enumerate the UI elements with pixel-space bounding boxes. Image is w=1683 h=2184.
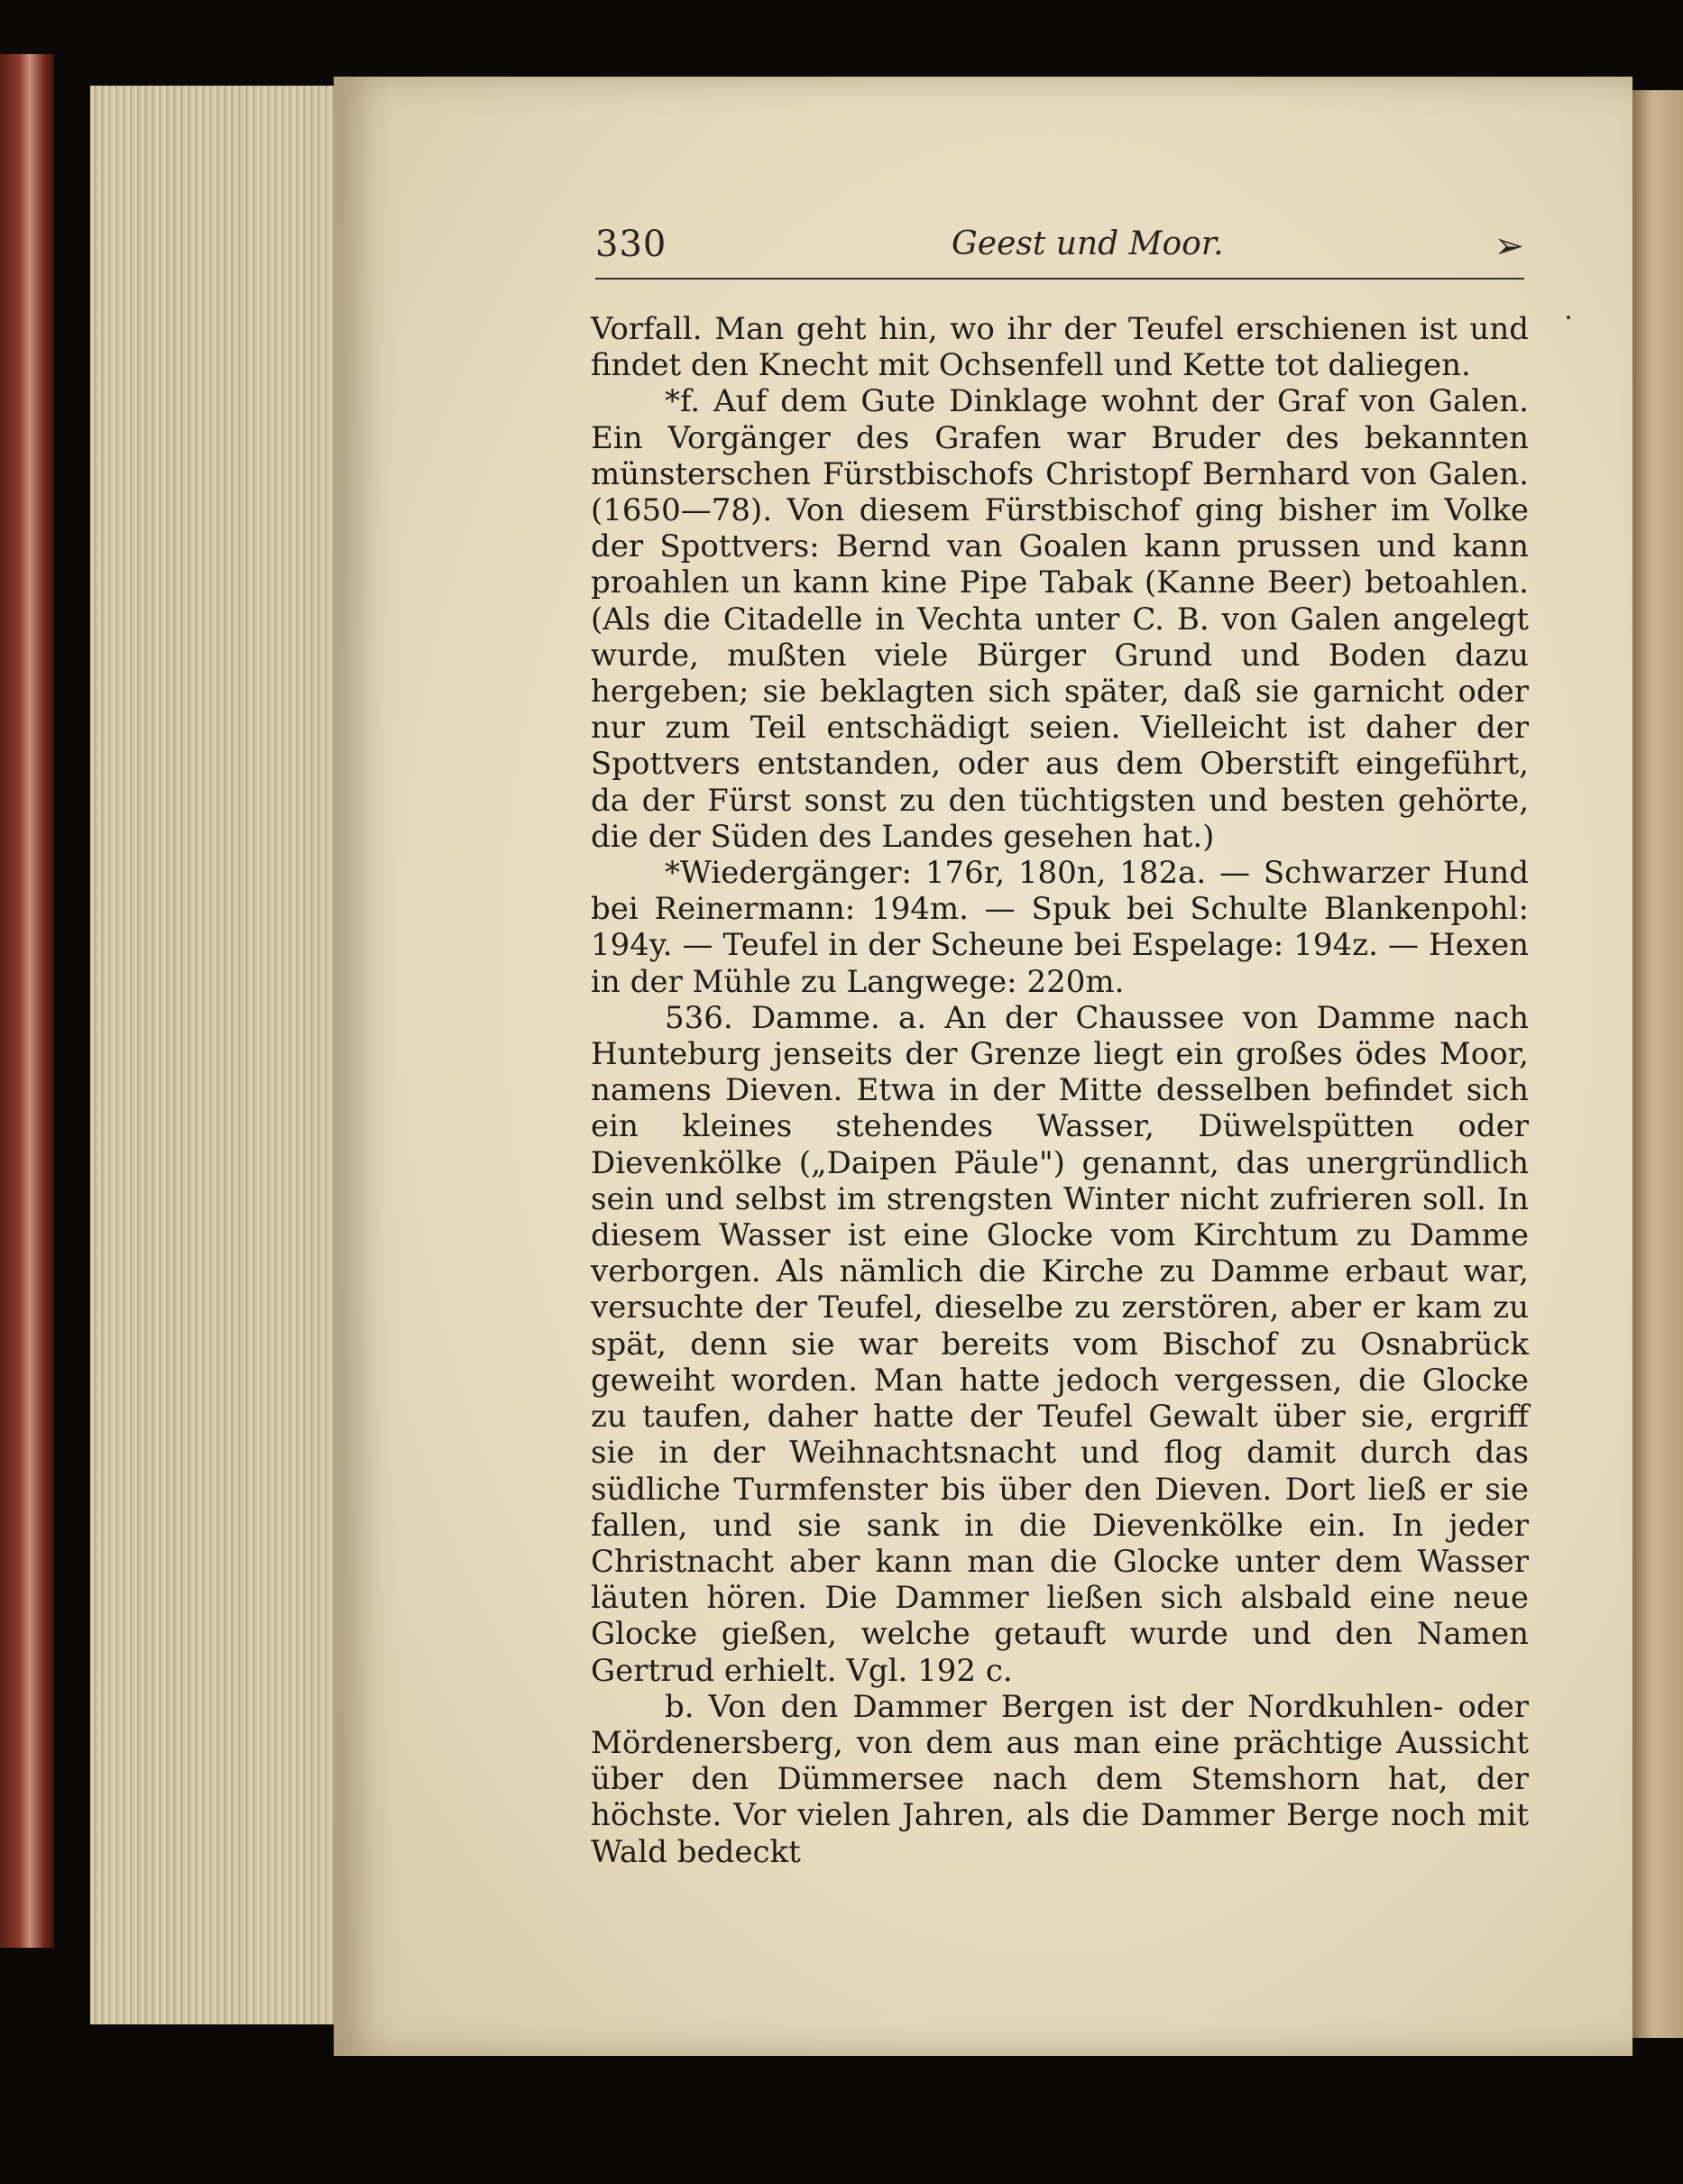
paragraph-damme-a: 536. Damme. a. An der Chaussee von Damme nach Hunteburg jenseits der Grenze liegt ein großes ödes Moor, namens Dieven. Etwa in der Mitte desselben befindet sich ein kleines stehendes Wasser, Düwelspütten oder Dievenkölke („Daipen Päule") genannt, das unergründlich sein und selbst im strengsten Winter nicht zufrieren soll. In diesem Wasser ist eine Glocke vom Kirchtum zu Damme verborgen. Als nämlich die Kirche zu Damme erbaut war, versuchte der Teufel, dieselbe zu zerstören, aber er kam zu spät, denn sie war bereits vom Bischof zu Osnabrück geweiht worden. Man hatte jedoch vergessen, die Glocke zu taufen, daher hatte der Teufel Gewalt über sie, ergriff sie in der Weihnachtsnacht und flog damit durch das südliche Turmfenster bis über den Dieven. Dort ließ er sie fallen, und sie sank in die Dievenkölke ein. In jeder Christnacht aber kann man die Glocke unter dem Wasser läuten hören. Die Dammer ließen sich alsbald eine neue Glocke gießen, welche getauft wurde und den Namen Gertrud erhielt. Vgl. 192 c.: [591, 999, 1529, 1689]
ornament-icon: ➢: [1494, 225, 1524, 267]
margin-dot: [1567, 316, 1570, 319]
body-text: [591, 311, 1529, 1870]
page-stack-edge: [90, 86, 343, 2024]
running-head: Geest und Moor.: [952, 225, 1224, 262]
paragraph-continuation: Vorfall. Man geht hin, wo ihr der Teufel erschienen ist und findet den Knecht mit Ochsenfell und Kette tot daliegen.: [591, 311, 1529, 384]
paragraph-references: *Wiedergänger: 176r, 180n, 182a. — Schwarzer Hund bei Reinermann: 194m. — Spuk bei Schulte Blankenpohl: 194y. — Teufel in der Scheune bei Espelage: 194z. — Hexen in der Mühle zu Langwege: 220m.: [591, 855, 1529, 1000]
paragraph-galen: *f. Auf dem Gute Dinklage wohnt der Graf von Galen. Ein Vorgänger des Grafen war Bruder des bekannten münsterschen Fürstbischofs Christopf Bernhard von Galen. (1650—78). Von diesem Fürstbischof ging bisher im Volke der Spottvers: Bernd van Goalen kann prussen und kann proahlen un kann kine Pipe Tabak (Kanne Beer) betoahlen. (Als die Citadelle in Vechta unter C. B. von Galen angelegt wurde, mußten viele Bürger Grund und Boden dazu hergeben; sie beklagten sich später, daß sie garnicht oder nur zum Teil entschädigt seien. Vielleicht ist daher der Spottvers entstanden, oder aus dem Oberstift eingeführt, da der Fürst sonst zu den tüchtigsten und besten gehörte, die der Süden des Landes gesehen hat.): [591, 383, 1529, 855]
facing-page-edge: [1632, 90, 1683, 2038]
page-header: [595, 224, 1524, 280]
paragraph-damme-b: b. Von den Dammer Bergen ist der Nordkuhlen- oder Mördenersberg, von dem aus man eine prächtige Aussicht über den Dümmersee nach dem Stemshorn hat, der höchste. Vor vielen Jahren, als die Dammer Berge noch mit Wald bedeckt: [591, 1688, 1529, 1870]
book-cover-edge: [0, 54, 54, 1948]
page-number: 330: [595, 224, 667, 265]
